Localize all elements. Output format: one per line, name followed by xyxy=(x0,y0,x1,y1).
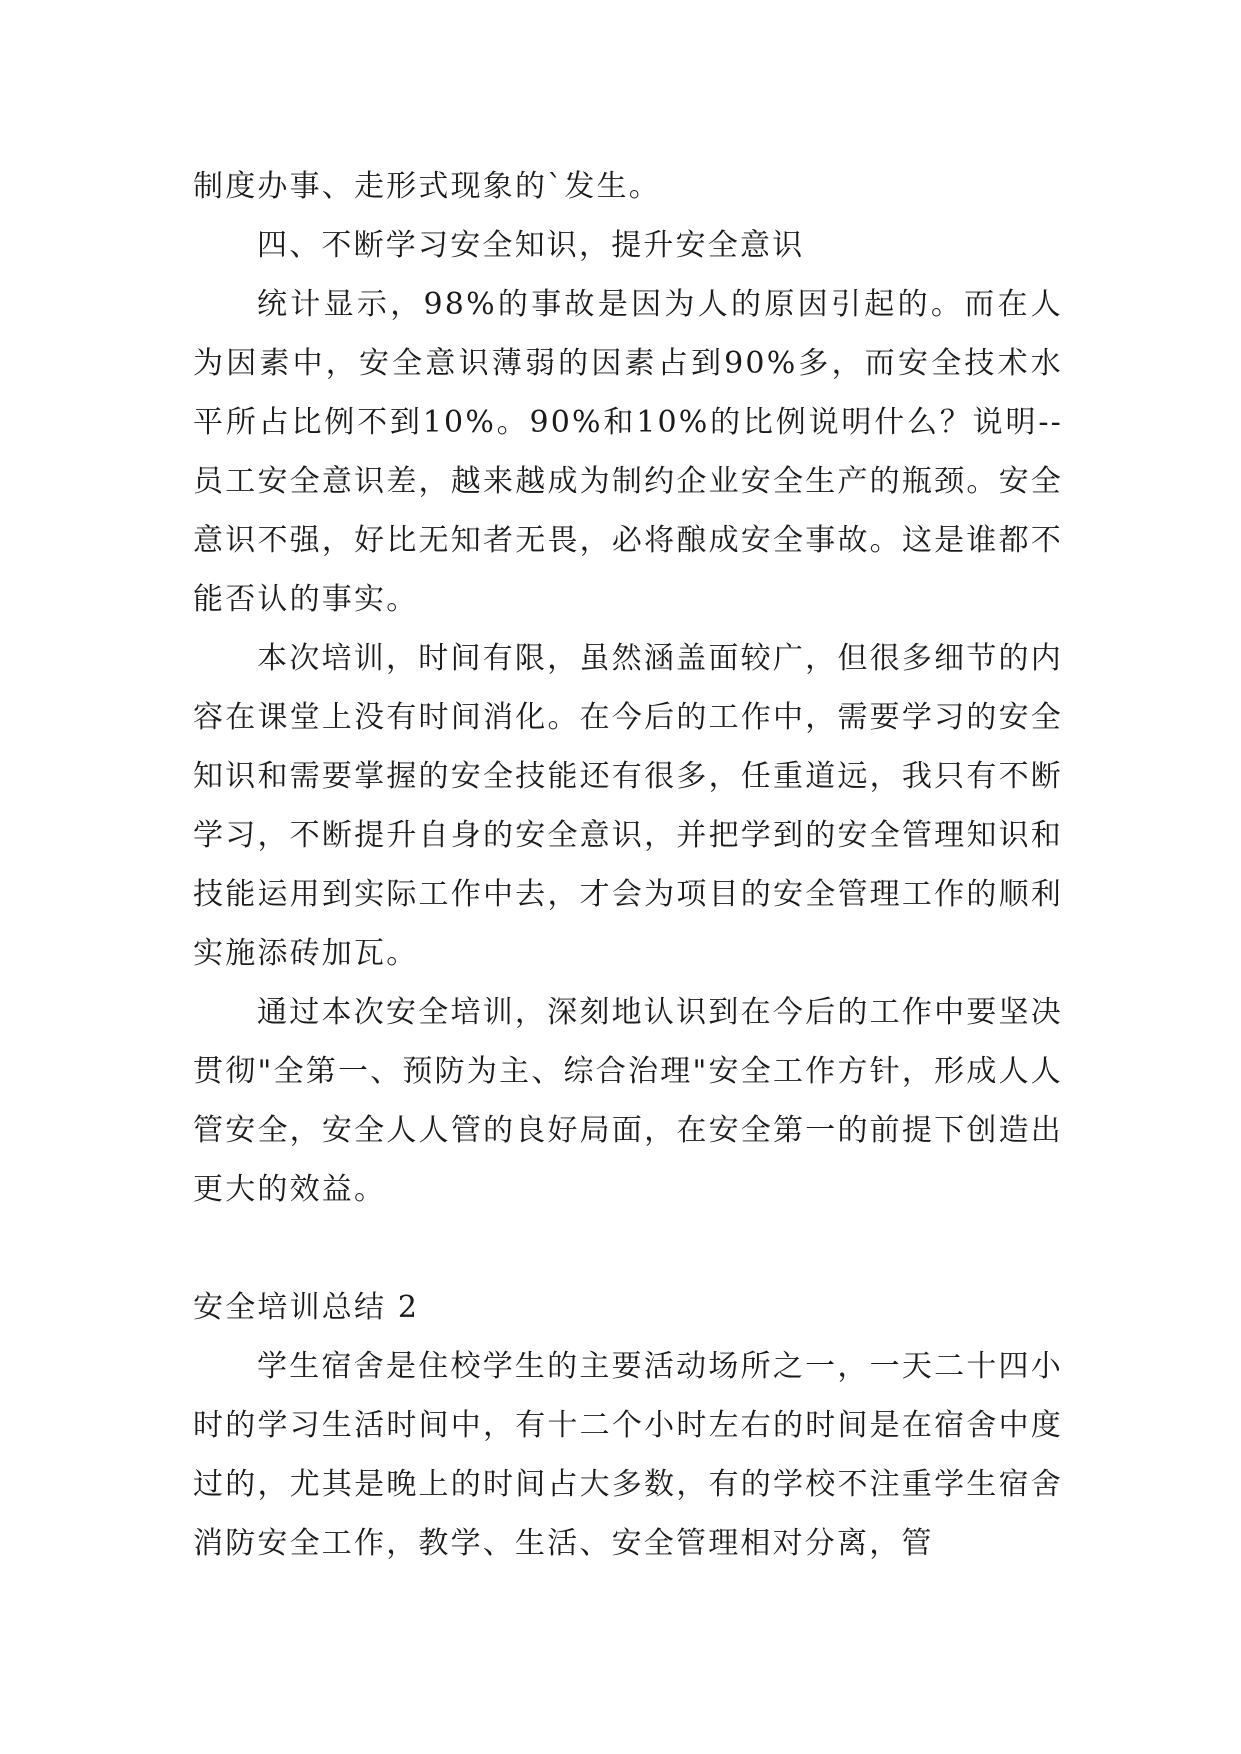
paragraph-dormitory: 学生宿舍是住校学生的主要活动场所之一，一天二十四小时的学习生活时间中，有十二个小时左右的时间是在宿舍中度过的，尤其是晚上的时间占大多数，有的学校不注重学生宿舍消防安全工作，教学、生活、安全管理相对分离，管 xyxy=(193,1349,1063,1561)
paragraph-continuation: 制度办事、走形式现象的`发生。 xyxy=(193,169,661,204)
section-heading-four: 四、不断学习安全知识，提升安全意识 xyxy=(257,228,805,263)
section-2-title: 安全培训总结 2 xyxy=(193,1290,420,1325)
document-body xyxy=(193,157,1063,1573)
paragraph-conclusion: 通过本次安全培训，深刻地认识到在今后的工作中要坚决贯彻"全第一、预防为主、综合治理"安全工作方针，形成人人管安全，安全人人管的良好局面，在安全第一的前提下创造出更大的效益。 xyxy=(193,995,1063,1207)
paragraph-statistics: 统计显示，98%的事故是因为人的原因引起的。而在人为因素中，安全意识薄弱的因素占到90%多，而安全技术水平所占比例不到10%。90%和10%的比例说明什么？说明--员工安全意识差，越来越成为制约企业安全生产的瓶颈。安全意识不强，好比无知者无畏，必将酿成安全事故。这是谁都不能否认的事实。 xyxy=(193,287,1063,617)
paragraph-training: 本次培训，时间有限，虽然涵盖面较广，但很多细节的内容在课堂上没有时间消化。在今后的工作中，需要学习的安全知识和需要掌握的安全技能还有很多，任重道远，我只有不断学习，不断提升自身的安全意识，并把学到的安全管理知识和技能运用到实际工作中去，才会为项目的安全管理工作的顺利实施添砖加瓦。 xyxy=(193,641,1063,971)
